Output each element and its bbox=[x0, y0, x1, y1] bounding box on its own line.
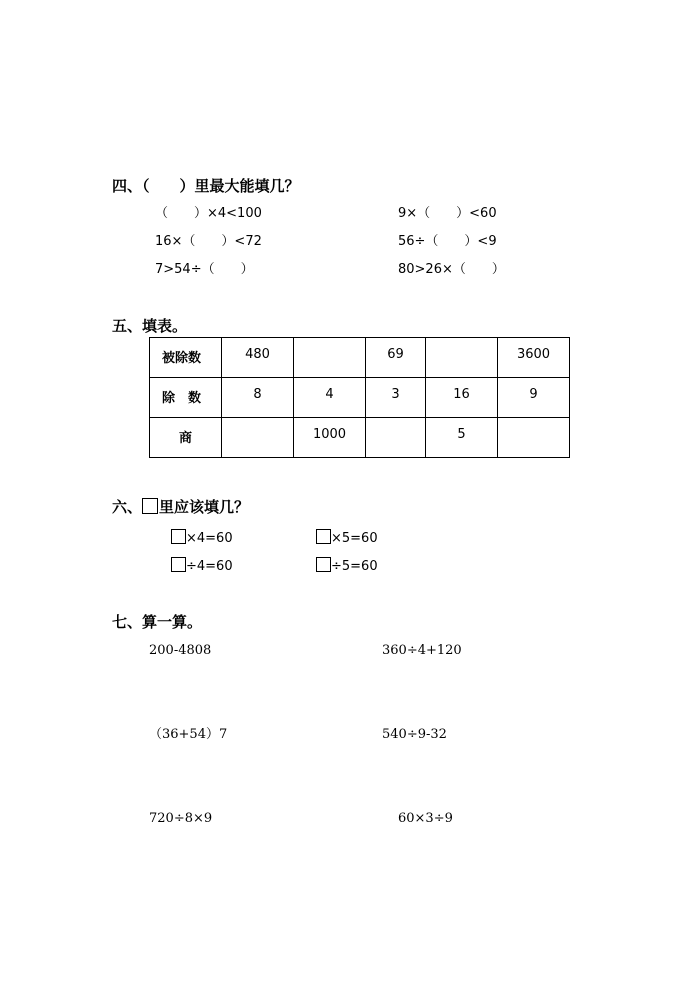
table-cell: 5 bbox=[426, 418, 498, 458]
table-cell bbox=[426, 338, 498, 378]
table-row bbox=[150, 378, 570, 418]
calc-item-4: 540÷9-32 bbox=[382, 727, 447, 742]
box-item: ×5=60 bbox=[316, 529, 378, 548]
table-cell: 被除数 bbox=[150, 338, 222, 378]
blank-box-icon bbox=[142, 498, 158, 514]
section4-title: 四、（ ）里最大能填几？ bbox=[112, 177, 300, 195]
fill-item-2: 9×（ ）<60 bbox=[398, 206, 497, 221]
table-cell: 8 bbox=[222, 378, 294, 418]
table-cell bbox=[294, 338, 366, 378]
fill-item-3: 16×（ ）<72 bbox=[155, 234, 262, 249]
table-cell bbox=[498, 418, 570, 458]
division-table bbox=[149, 337, 570, 458]
section5-title: 五、填表。 bbox=[112, 317, 188, 335]
calc-item-6: 60×3÷9 bbox=[398, 811, 453, 826]
table-cell bbox=[222, 418, 294, 458]
table-row bbox=[150, 418, 570, 458]
fill-item-1: （ ）×4<100 bbox=[155, 206, 262, 221]
calc-item-3: （36+54）7 bbox=[149, 727, 228, 742]
table-cell: 9 bbox=[498, 378, 570, 418]
calc-item-1: 200-4808 bbox=[149, 643, 212, 658]
table-cell: 4 bbox=[294, 378, 366, 418]
blank-box-icon bbox=[171, 557, 186, 572]
fill-item-6: 80>26×（ ） bbox=[398, 262, 505, 277]
calc-item-2: 360÷4+120 bbox=[382, 643, 462, 658]
table-cell bbox=[366, 418, 426, 458]
section6-title-suffix: 里应该填几？ bbox=[159, 498, 250, 516]
blank-box-icon bbox=[316, 529, 331, 544]
fill-item-5: 7>54÷（ ） bbox=[155, 262, 254, 277]
table-cell: 商 bbox=[150, 418, 222, 458]
blank-box-icon bbox=[316, 557, 331, 572]
table-cell: 16 bbox=[426, 378, 498, 418]
table-row bbox=[150, 338, 570, 378]
section6-title-prefix: 六、 bbox=[112, 498, 143, 516]
table-cell: 69 bbox=[366, 338, 426, 378]
table-cell: 1000 bbox=[294, 418, 366, 458]
table-cell: 480 bbox=[222, 338, 294, 378]
table-cell: 3600 bbox=[498, 338, 570, 378]
fill-item-4: 56÷（ ）<9 bbox=[398, 234, 497, 249]
calc-item-5: 720÷8×9 bbox=[149, 811, 213, 826]
box-item: ×4=60 bbox=[171, 529, 233, 548]
section6-title bbox=[112, 498, 249, 516]
section7-title: 七、算一算。 bbox=[112, 613, 203, 631]
table-cell: 除 数 bbox=[150, 378, 222, 418]
box-item: ÷4=60 bbox=[171, 557, 233, 576]
box-item: ÷5=60 bbox=[316, 557, 378, 576]
table-cell: 3 bbox=[366, 378, 426, 418]
blank-box-icon bbox=[171, 529, 186, 544]
